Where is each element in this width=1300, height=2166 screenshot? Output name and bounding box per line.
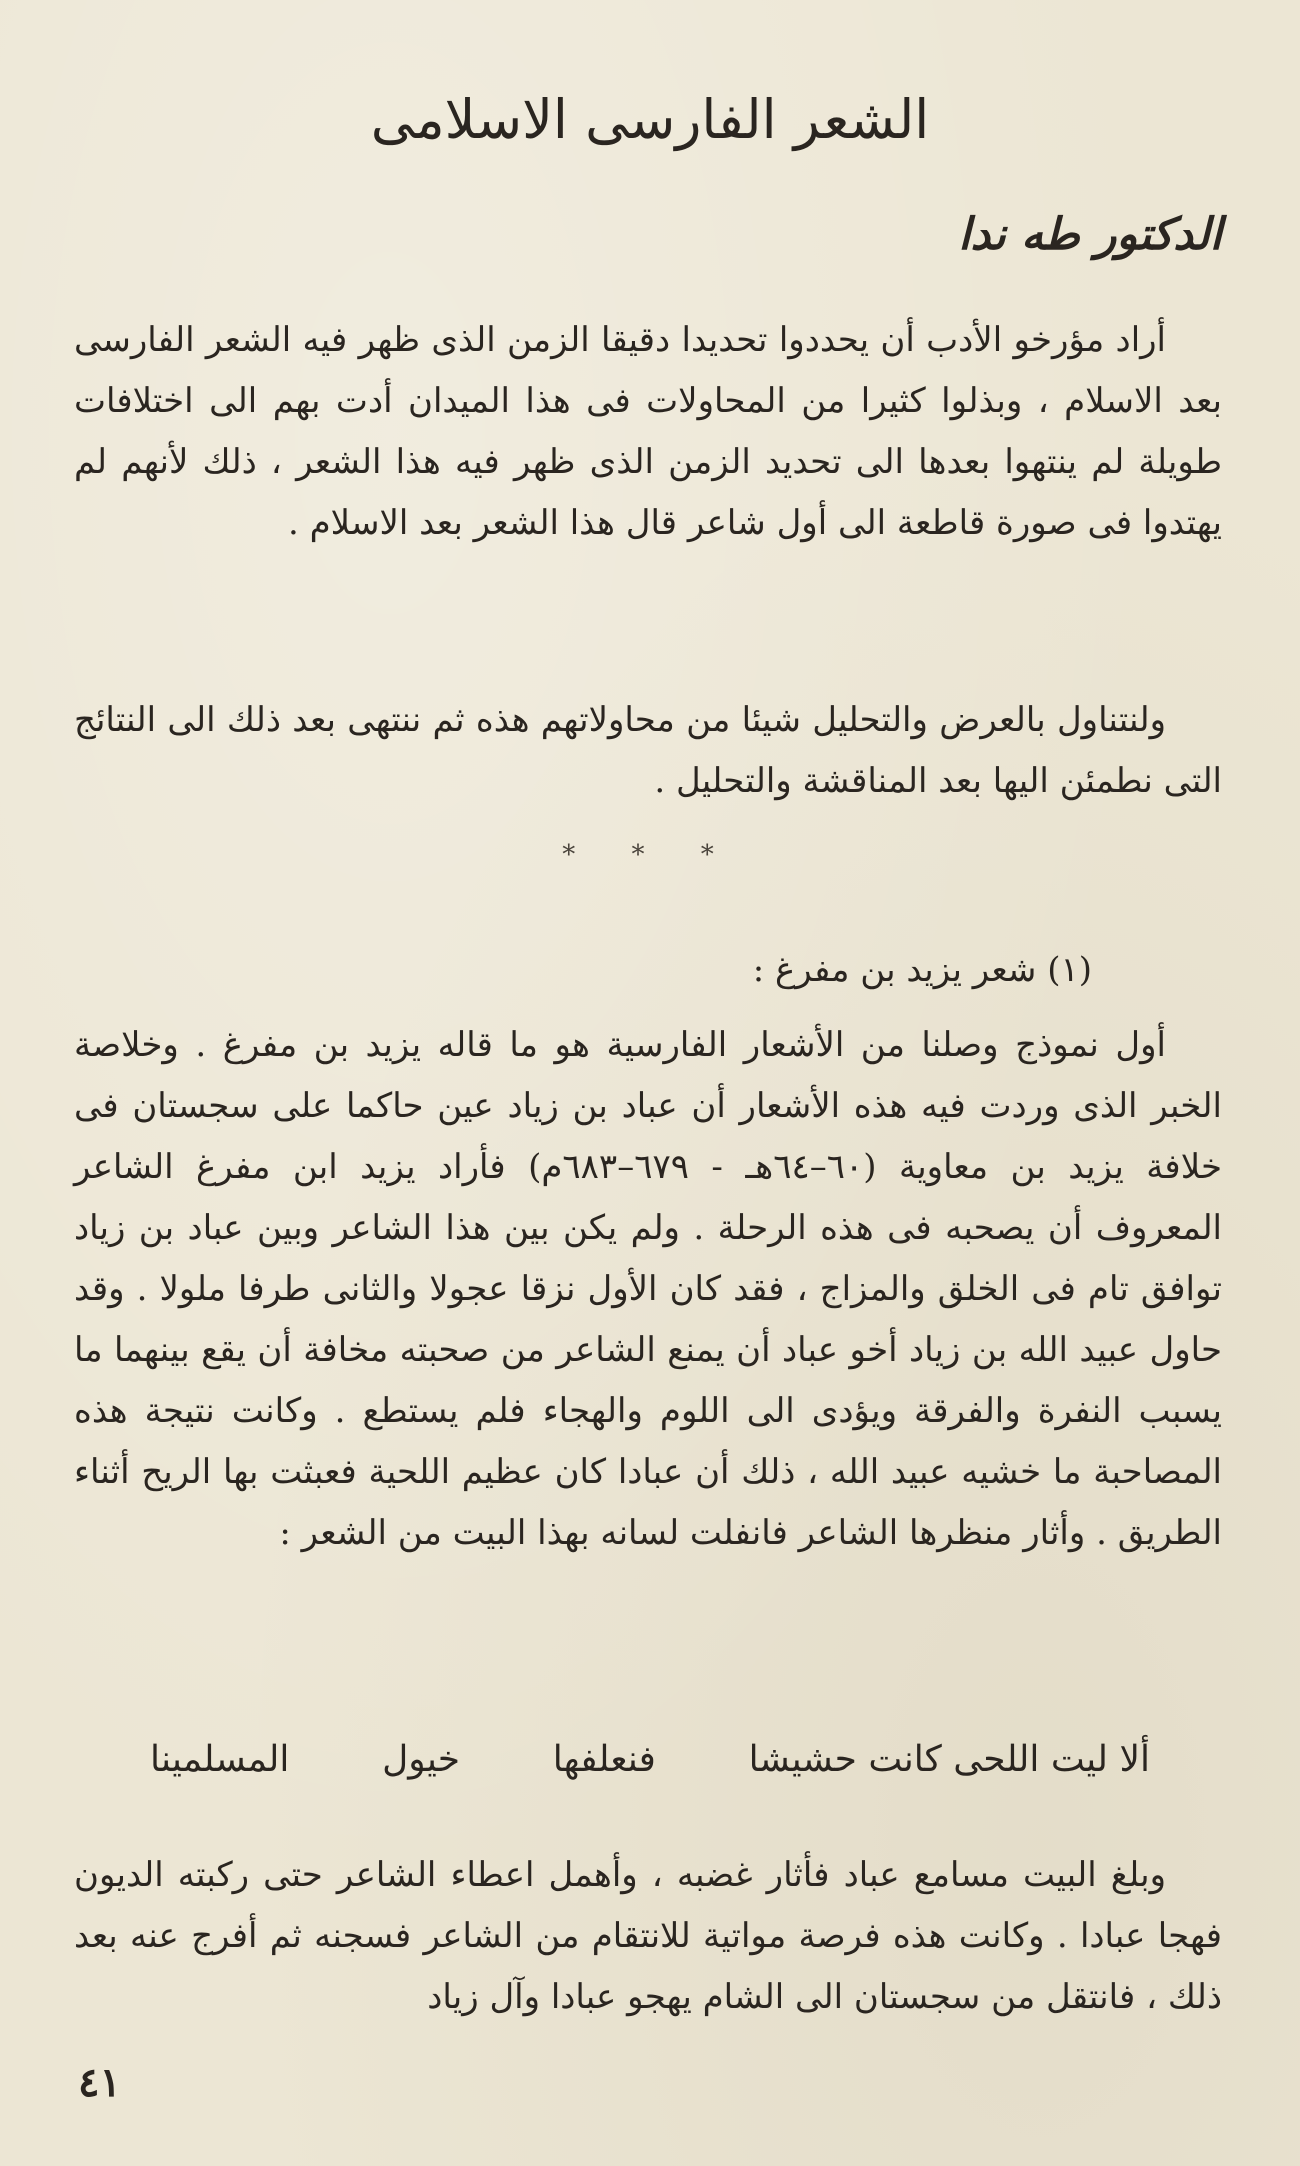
article-title: الشعر الفارسى الاسلامى bbox=[370, 88, 930, 151]
verse-hemistich-4: المسلمينا bbox=[150, 1739, 290, 1780]
page-number: ٤١ bbox=[78, 2059, 121, 2106]
verse-hemistich-2: فنعلفها bbox=[552, 1739, 656, 1780]
paragraph-story: أول نموذج وصلنا من الأشعار الفارسية هو ما قاله يزيد بن مفرغ . وخلاصة الخبر الذى وردت فيه هذه الأشعار أن عباد بن زياد عين حاكما على سجستان فى خلافة يزيد بن معاوية (٦٠–٦٤هـ - ٦٧٩–٦٨٣م) فأراد يزيد ابن مفرغ الشاعر المعروف أن يصحبه فى هذه الرحلة . ولم يكن بين هذا الشاعر وبين عباد بن زياد توافق تام فى الخلق والمزاج ، فقد كان الأول نزقا عجولا والثانى طرفا ملولا . وقد حاول عبيد الله بن زياد أخو عباد أن يمنع الشاعر من صحبته مخافة أن يقع بينهما ما يسبب النفرة والفرقة ويؤدى الى اللوم والهجاء فلم يستطع . وكانت نتيجة هذه المصاحبة ما خشيه عبيد الله ، ذلك أن عبادا كان عظيم اللحية فعبثت بها الريح أثناء الطريق . وأثار منظرها الشاعر فانفلت لسانه بهذا البيت من الشعر : bbox=[74, 1025, 1222, 1553]
author-name: الدكتور طه ندا bbox=[958, 209, 1222, 260]
poem-verse bbox=[150, 1730, 1150, 1790]
paragraph-aftermath: وبلغ البيت مسامع عباد فأثار غضبه ، وأهمل اعطاء الشاعر حتى ركبته الديون فهجا عبادا . وكانت هذه فرصة مواتية للانتقام من الشاعر فسجنه ثم أفرج عنه بعد ذلك ، فانتقل من سجستان الى الشام يهجو عبادا وآل زياد bbox=[74, 1855, 1222, 2017]
section-separator: * * * bbox=[562, 840, 738, 870]
paragraph-intro: أراد مؤرخو الأدب أن يحددوا تحديدا دقيقا الزمن الذى ظهر فيه الشعر الفارسى بعد الاسلام ، وبذلوا كثيرا من المحاولات فى هذا الميدان أدت بهم الى اختلافات طويلة لم ينتهوا بعدها الى تحديد الزمن الذى ظهر فيه هذا الشعر ، ذلك لأنهم لم يهتدوا فى صورة قاطعة الى أول شاعر قال هذا الشعر بعد الاسلام . bbox=[74, 320, 1222, 543]
verse-hemistich-1: ألا ليت اللحى كانت حشيشا bbox=[748, 1739, 1150, 1780]
verse-hemistich-3: خيول bbox=[382, 1739, 460, 1780]
section-heading: (١) شعر يزيد بن مفرغ : bbox=[752, 950, 1092, 990]
paragraph-plan: ولنتناول بالعرض والتحليل شيئا من محاولاتهم هذه ثم ننتهى بعد ذلك الى النتائج التى نطمئن اليها بعد المناقشة والتحليل . bbox=[74, 700, 1222, 801]
